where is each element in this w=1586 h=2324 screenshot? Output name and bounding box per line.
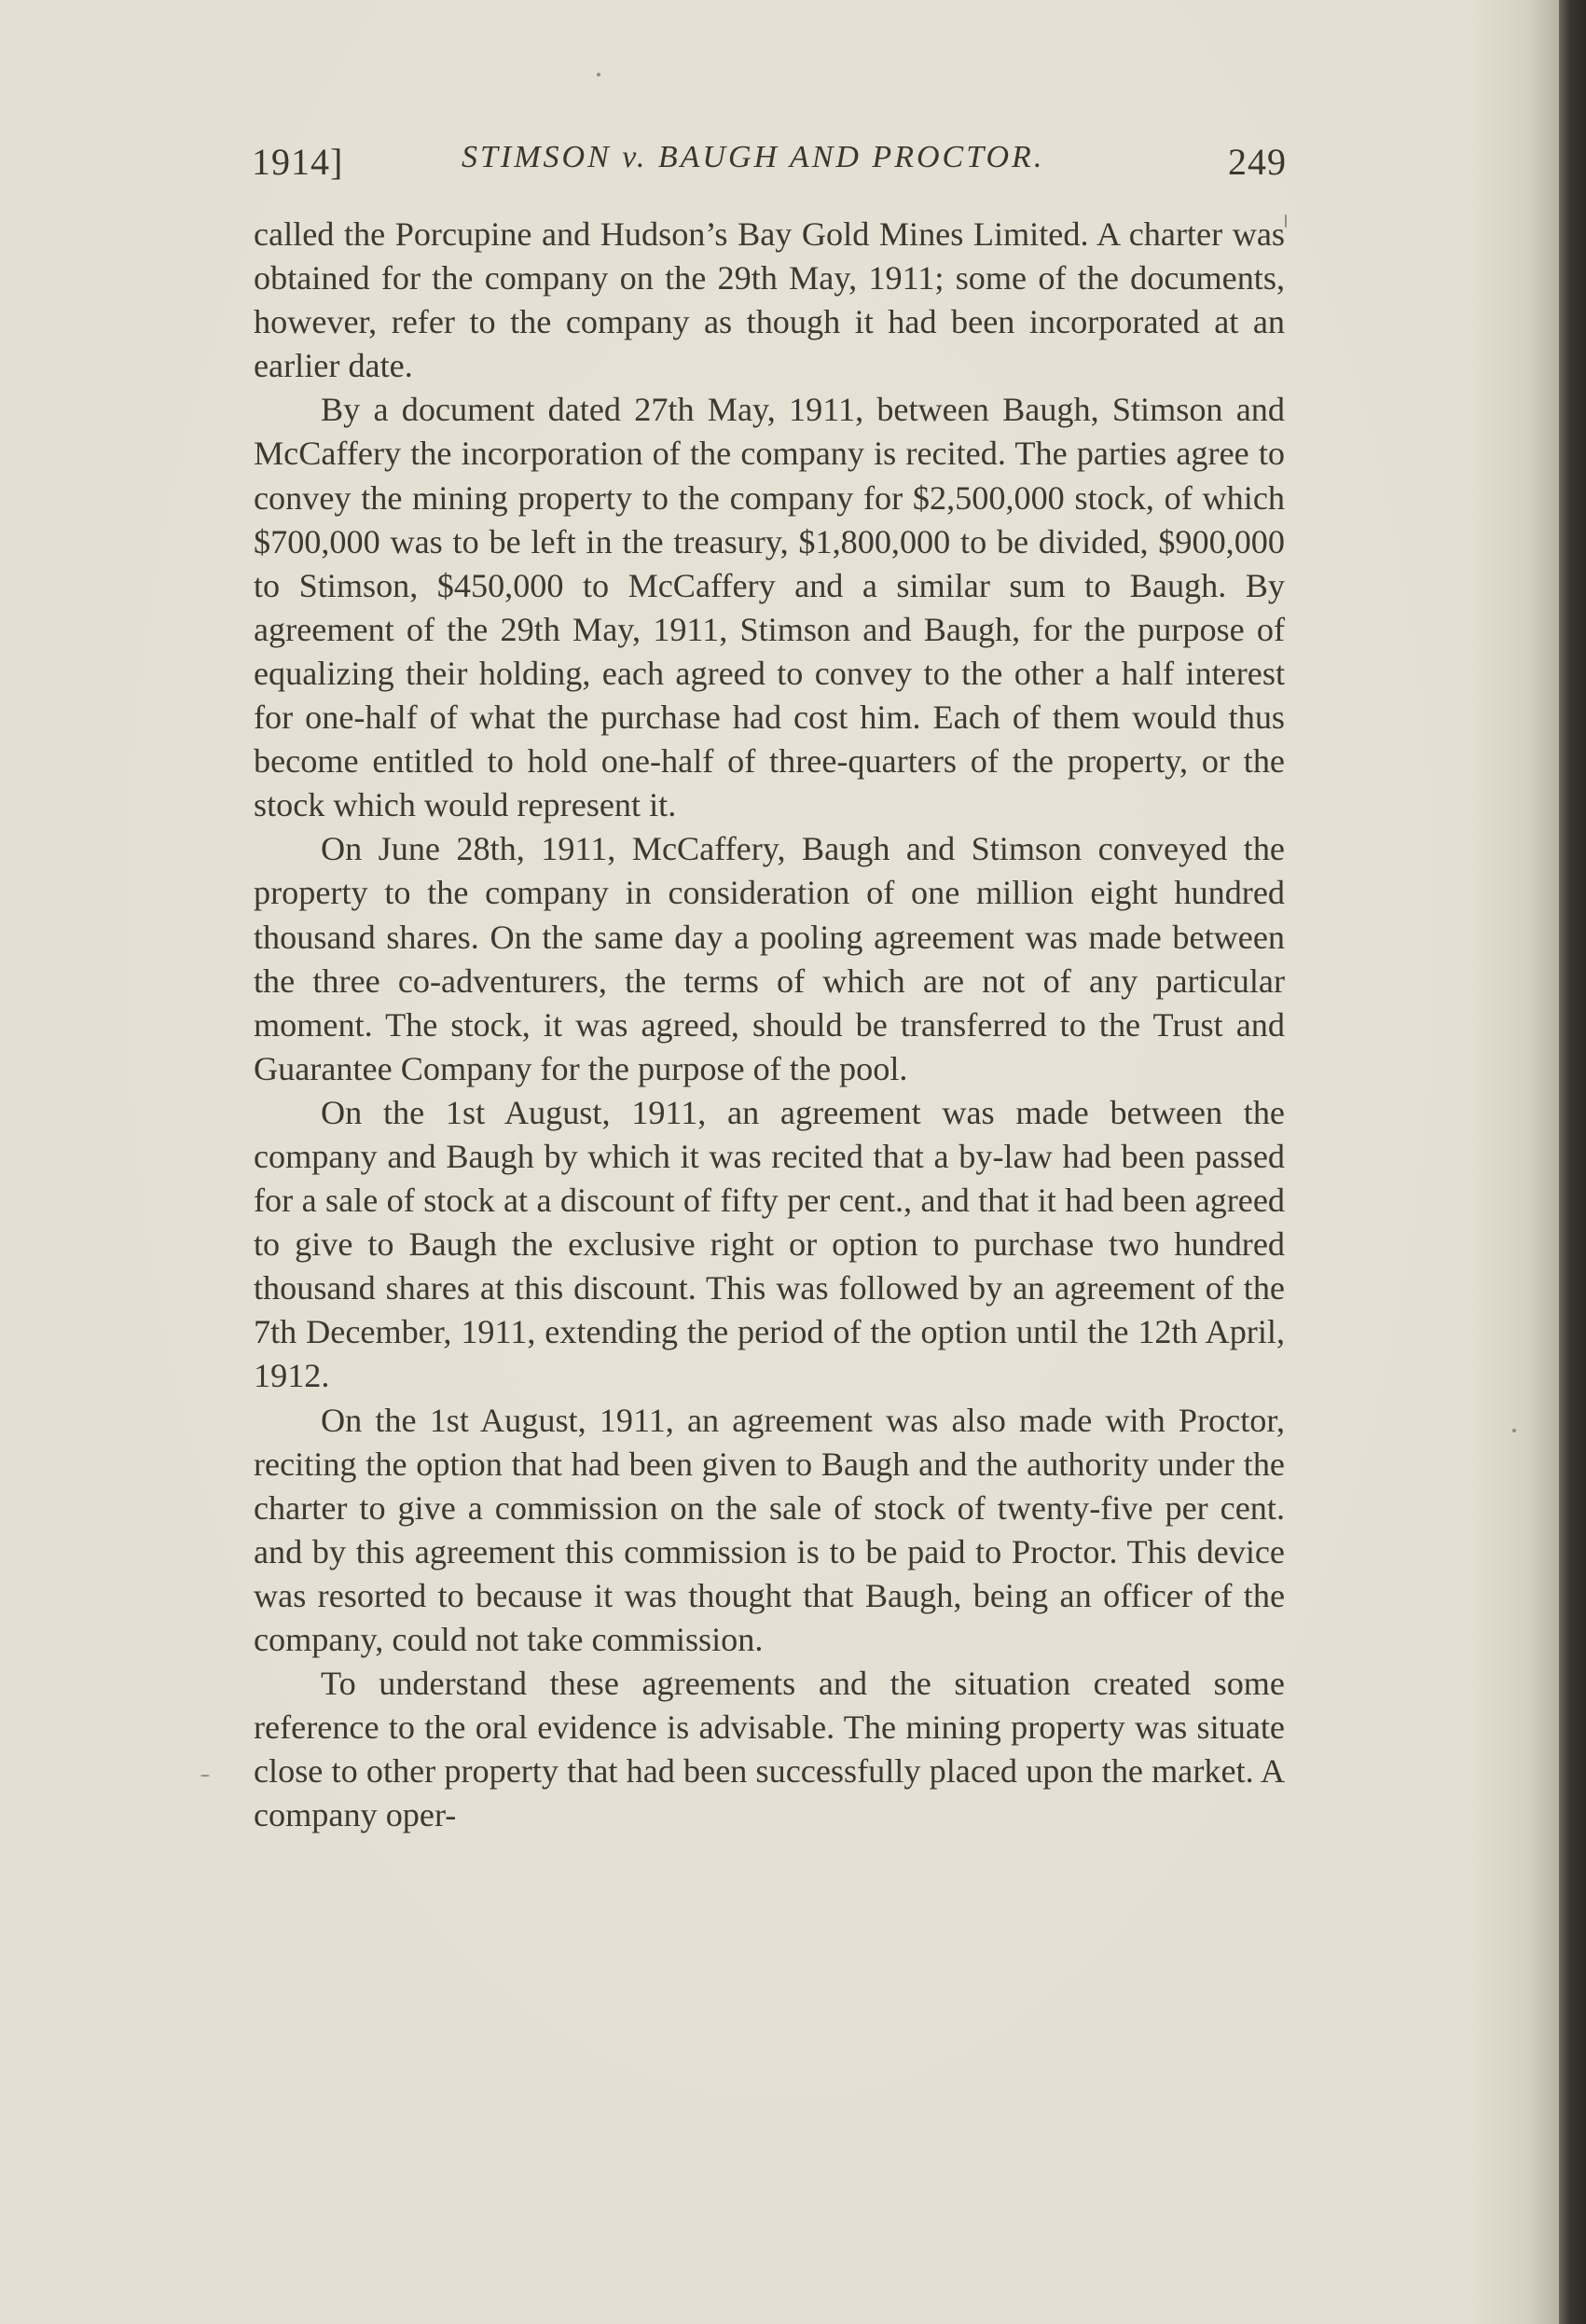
- running-header: [252, 132, 1287, 188]
- paper-speck: [1512, 1429, 1516, 1432]
- paper-speck: [597, 73, 600, 76]
- paragraph: To understand these agreements and the situation created some reference to the oral evidence is advisable. The mining property was situate close to other property that had been successfully placed upon the market. A company oper-: [254, 1665, 1285, 1834]
- page-number: 249: [1228, 141, 1287, 183]
- paper-speck: [200, 1775, 210, 1777]
- paragraph: By a document dated 27th May, 1911, between Baugh, Stimson and McCaffery the incorporation of the company is recited. The parties agree to convey the mining property to the company for $2,500,000 stock, of which $700,000 was to be left in the treasury, $1,800,000 to be divided, $900,000 to Stimson, $450,000 to McCaffery and a similar sum to Baugh. By agreement of the 29th May, 1911, Stimson and Baugh, for the purpose of equalizing their holding, each agreed to convey to the other a half interest for one-half of what the purchase had cost him. Each of them would thus become entitled to hold one-half of three-quarters of the property, or the stock which would represent it.: [254, 391, 1285, 824]
- paragraph: On the 1st August, 1911, an agreement was also made with Proctor, reciting the option that had been given to Baugh and the authority under the charter to give a commission on the sale of stock of twenty-five per cent. and by this agreement this commission is to be paid to Proctor. This device was resorted to because it was thought that Baugh, being an officer of the company, could not take commission.: [254, 1401, 1285, 1658]
- header-case-title: STIMSON v. BAUGH AND PROCTOR.: [462, 140, 1045, 174]
- paragraph: On the 1st August, 1911, an agreement was made between the company and Baugh by which it was recited that a by-law had been passed for a sale of stock at a discount of fifty per cent., and that it had been agreed to give to Baugh the exclusive right or option to purchase two hundred thousand shares at this discount. This was followed by an agreement of the 7th December, 1911, extending the period of the option until the 12th April, 1912.: [254, 1093, 1285, 1395]
- paragraph: called the Porcupine and Hudson’s Bay Gold Mines Limited. A charter was obtained for the company on the 29th May, 1911; some of the documents, however, refer to the company as though it had been incorporated at an earlier date.: [254, 215, 1285, 385]
- header-year: 1914]: [252, 141, 344, 183]
- paragraph: On June 28th, 1911, McCaffery, Baugh and Stimson conveyed the property to the company in consideration of one million eight hundred thousand shares. On the same day a pooling agreement was made between the three co-adventurers, the terms of which are not of any particular moment. The stock, it was agreed, should be transferred to the Trust and Guarantee Company for the purpose of the pool.: [254, 830, 1285, 1087]
- body-text: [254, 213, 1285, 1837]
- paper-speck: [1285, 214, 1287, 228]
- book-gutter: [1559, 0, 1586, 2324]
